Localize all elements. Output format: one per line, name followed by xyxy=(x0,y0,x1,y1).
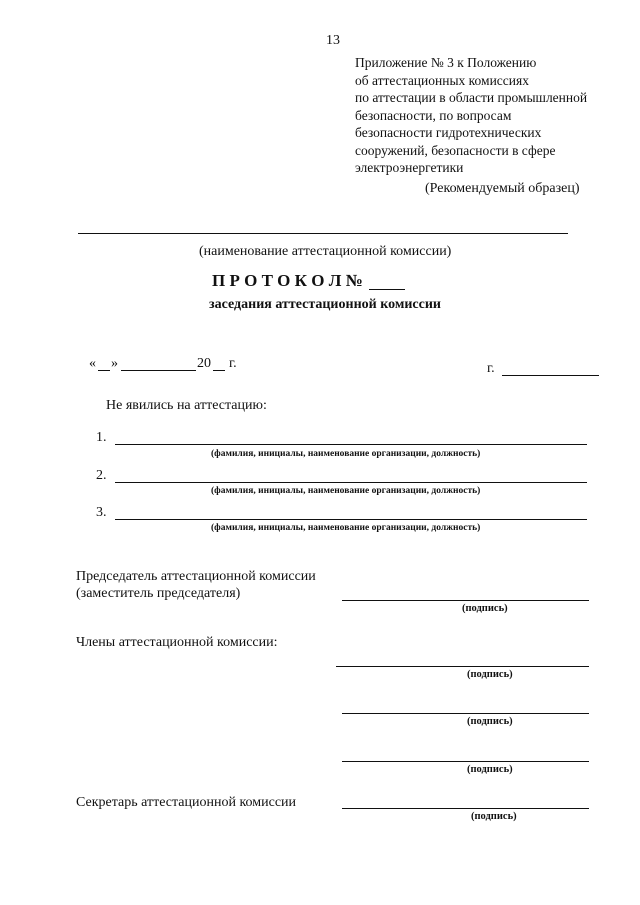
member-signature-line xyxy=(342,761,589,762)
page-number: 13 xyxy=(326,33,340,48)
absent-heading: Не явились на аттестацию: xyxy=(106,398,267,413)
appendix-line: об аттестационных комиссиях xyxy=(355,72,529,88)
date-day-line xyxy=(98,370,110,371)
city-line xyxy=(502,375,599,376)
date-year-line xyxy=(213,370,225,371)
absent-item-caption: (фамилия, инициалы, наименование организации, должность) xyxy=(211,523,481,533)
signature-caption: (подпись) xyxy=(471,811,517,822)
member-signature-line xyxy=(342,713,589,714)
chairman-label: Председатель аттестационной комиссии xyxy=(76,569,316,584)
signature-caption: (подпись) xyxy=(467,764,513,775)
protocol-title: П Р О Т О К О Л № xyxy=(212,271,363,290)
absent-item-number: 2. xyxy=(96,468,107,483)
appendix-line: электроэнергетики xyxy=(355,160,464,175)
members-label: Члены аттестационной комиссии: xyxy=(76,635,278,650)
appendix-line: по аттестации в области промышленной xyxy=(355,90,588,105)
chairman-signature-line xyxy=(342,600,589,601)
signature-caption: (подпись) xyxy=(467,669,513,680)
city-prefix: г. xyxy=(487,361,495,376)
chairman-deputy-label: (заместитель председателя) xyxy=(76,586,241,601)
date-year-suffix: г. xyxy=(229,356,237,371)
sample-note: (Рекомендуемый образец) xyxy=(425,181,580,196)
protocol-subtitle: заседания аттестационной комиссии xyxy=(209,297,441,312)
appendix-line: безопасности гидротехнических xyxy=(355,125,542,140)
absent-item-number: 3. xyxy=(96,505,107,520)
signature-caption: (подпись) xyxy=(462,603,508,614)
date-close-quote: » xyxy=(111,356,118,371)
date-month-line xyxy=(121,370,196,371)
date-year-prefix: 20 xyxy=(197,356,211,371)
appendix-header xyxy=(355,54,625,177)
protocol-number-line xyxy=(369,289,405,290)
absent-item-number: 1. xyxy=(96,430,107,445)
secretary-signature-line xyxy=(342,808,589,809)
appendix-line: безопасности, по вопросам xyxy=(355,107,512,123)
absent-item-line xyxy=(115,519,587,520)
appendix-line: Приложение № 3 к Положению xyxy=(355,55,537,70)
member-signature-line xyxy=(336,666,589,667)
absent-item-line xyxy=(115,444,587,445)
commission-name-caption: (наименование аттестационной комиссии) xyxy=(199,244,452,259)
appendix-line: сооружений, безопасности в сфере xyxy=(355,142,556,158)
secretary-label: Секретарь аттестационной комиссии xyxy=(76,795,297,810)
absent-item-caption: (фамилия, инициалы, наименование организации, должность) xyxy=(211,486,481,496)
commission-name-line xyxy=(78,233,568,234)
signature-caption: (подпись) xyxy=(467,716,513,727)
absent-item-line xyxy=(115,482,587,483)
absent-item-caption: (фамилия, инициалы, наименование организации, должность) xyxy=(211,449,481,459)
date-open-quote: « xyxy=(89,356,96,371)
